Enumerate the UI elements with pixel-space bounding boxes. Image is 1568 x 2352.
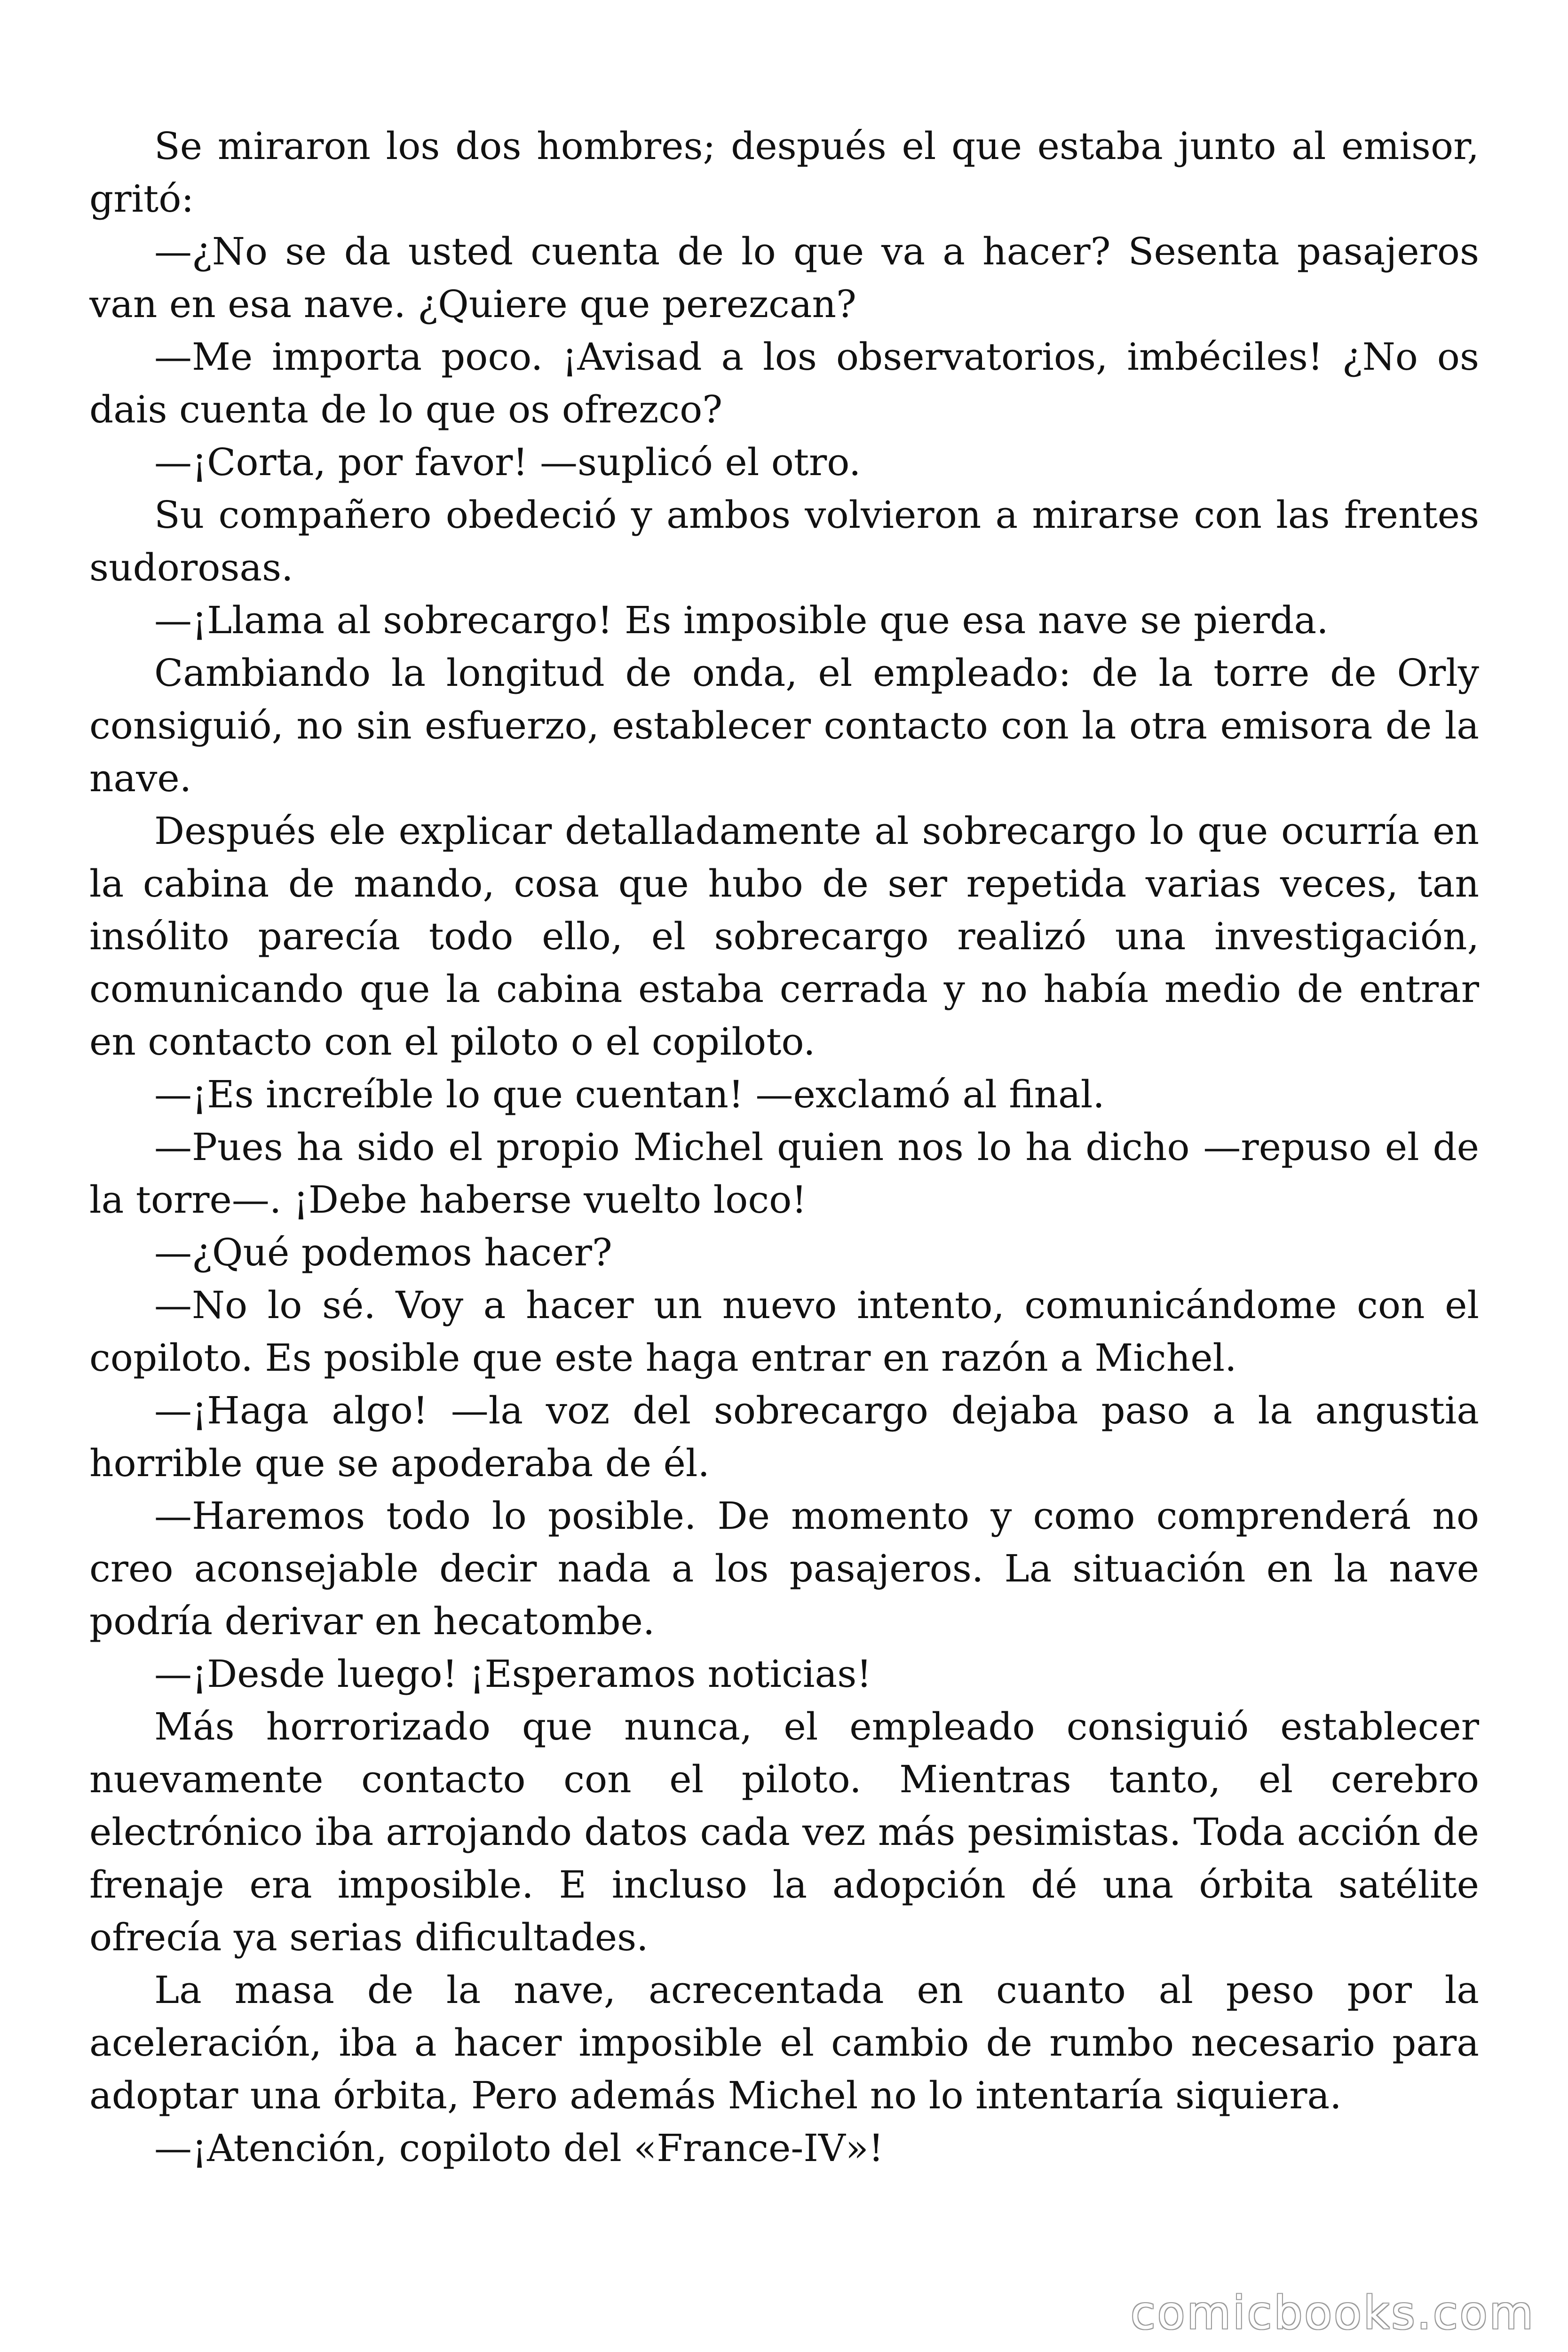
paragraph: —¡Desde luego! ¡Esperamos noticias! [154, 1652, 872, 1696]
paragraph: —¡Atención, copiloto del «France-IV»! [154, 2126, 884, 2170]
paragraph: —¿Qué podemos hacer? [154, 1231, 612, 1274]
paragraph: —¡Es increíble lo que cuentan! —exclamó al final. [154, 1073, 1105, 1116]
paragraph: —No lo sé. Voy a hacer un nuevo intento, comunicándome con el copiloto. Es posible que este haga entrar en razón a Michel. [89, 1283, 1479, 1380]
paragraph: Después ele explicar detalladamente al sobrecargo lo que ocurría en la cabina de mando, cosa que hubo de ser repetida varias veces, tan insólito parecía todo ello, el sobrecargo realizó una investigación, comunicando que la cabina estaba cerrada y no había medio de entrar en contacto con el piloto o el copiloto. [89, 809, 1479, 1064]
paragraph: —Haremos todo lo posible. De momento y como comprenderá no creo aconsejable decir nada a los pasajeros. La situación en la nave podría derivar en hecatombe. [89, 1494, 1479, 1643]
paragraph: —¡Corta, por favor! —suplicó el otro. [154, 440, 861, 484]
paragraph: Más horrorizado que nunca, el empleado consiguió establecer nuevamente contacto con el piloto. Mientras tanto, el cerebro electrónico iba arrojando datos cada vez más pesimistas. Toda acción de frenaje era imposible. E incluso la adopción dé una órbita satélite ofrecía ya serias dificultades. [89, 1705, 1479, 1959]
paragraph: —¿No se da usted cuenta de lo que va a hacer? Sesenta pasajeros van en esa nave. ¿Quiere que perezcan? [89, 230, 1479, 326]
paragraph: Cambiando la longitud de onda, el empleado: de la torre de Orly consiguió, no sin esfuerzo, establecer contacto con la otra emisora de la nave. [89, 651, 1479, 800]
paragraph: Se miraron los dos hombres; después el que estaba junto al emisor, gritó: [89, 124, 1479, 221]
paragraph: —Pues ha sido el propio Michel quien nos lo ha dicho —repuso el de la torre—. ¡Debe haberse vuelto loco! [89, 1125, 1479, 1222]
page-text [89, 120, 1479, 2237]
paragraph: —¡Haga algo! —la voz del sobrecargo dejaba paso a la angustia horrible que se apoderaba de él. [89, 1389, 1479, 1485]
paragraph: Su compañero obedeció y ambos volvieron a mirarse con las frentes sudorosas. [89, 493, 1479, 589]
watermark: comicbooks.com [1130, 2287, 1535, 2339]
paragraph: —Me importa poco. ¡Avisad a los observatorios, imbéciles! ¿No os dais cuenta de lo que os ofrezco? [89, 335, 1479, 431]
paragraph: —¡Llama al sobrecargo! Es imposible que esa nave se pierda. [154, 598, 1329, 642]
paragraph: La masa de la nave, acrecentada en cuanto al peso por la aceleración, iba a hacer imposible el cambio de rumbo necesario para adoptar una órbita, Pero además Michel no lo intentaría siquiera. [89, 1968, 1479, 2117]
